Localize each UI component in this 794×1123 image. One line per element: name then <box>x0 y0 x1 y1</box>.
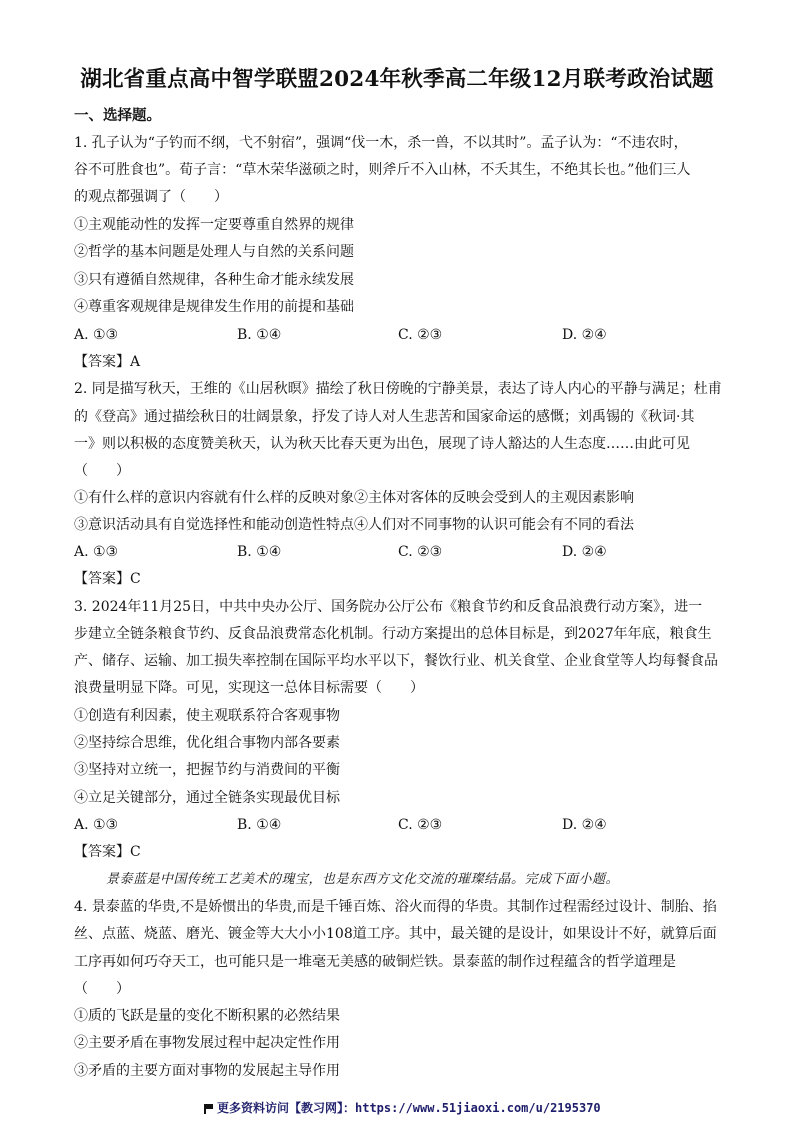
q3-option-c: C. ②③ <box>398 817 443 833</box>
page-title: 湖北省重点高中智学联盟2024年秋季高二年级12月联考政治试题 <box>80 67 714 92</box>
q4-choice-2: ②主要矛盾在事物发展过程中起决定性作用 <box>74 1035 340 1051</box>
q3-answer: 【答案】C <box>74 844 141 860</box>
q3-choice-2: ②坚持综合思维，优化组合事物内部各要素 <box>74 735 340 751</box>
q1-answer: 【答案】A <box>74 354 141 370</box>
q4-line-1: 4. 景泰蓝的华贵,不是娇惯出的华贵,而是千锤百炼、浴火而得的华贵。其制作过程需经过设计、制胎、掐 <box>74 899 717 915</box>
section-heading: 一、选择题。 <box>74 107 161 124</box>
q3-choice-1: ①创造有利因素，使主观联系符合客观事物 <box>74 708 340 724</box>
footer-text: 更多资料访问【教习网】：https://www.51jiaoxi.com/u/2195370 <box>217 1101 601 1115</box>
q1-choice-2: ②哲学的基本问题是处理人与自然的关系问题 <box>74 244 354 260</box>
q2-options <box>74 542 734 562</box>
q2-line-4: （ ） <box>74 463 130 479</box>
flag-icon <box>204 1104 213 1113</box>
q1-line-1: 1. 孔子认为“子钓而不纲，弋不射宿”，强调“伐一木，杀一兽，不以其时”。孟子认为：“不违农时， <box>74 135 688 151</box>
q1-line-2: 谷不可胜食也”。荀子言：“草木荣华滋硕之时，则斧斤不入山林，不夭其生，不绝其长也。”他们三人 <box>74 162 691 178</box>
q1-options <box>74 325 734 345</box>
q4-line-4: （ ） <box>74 981 130 997</box>
q3-option-d: D. ②④ <box>562 817 607 833</box>
q2-line-3: 一》则以积极的态度赞美秋天，认为秋天比春天更为出色，展现了诗人豁达的人生态度……由此可见 <box>74 436 690 452</box>
q2-choice-1: ①有什么样的意识内容就有什么样的反映对象②主体对客体的反映会受到人的主观因素影响 <box>74 490 634 506</box>
q3-line-3: 产、储存、运输、加工损失率控制在国际平均水平以下，餐饮行业、机关食堂、企业食堂等人均每餐食品 <box>74 653 718 669</box>
q1-option-a: A. ①③ <box>74 327 119 343</box>
q1-option-b: B. ①④ <box>237 327 282 343</box>
q3-line-1: 3. 2024年11月25日，中共中央办公厅、国务院办公厅公布《粮食节约和反食品浪费行动方案》，进一 <box>74 599 703 615</box>
q2-line-1: 2. 同是描写秋天，王维的《山居秋暝》描绘了秋日傍晚的宁静美景，表达了诗人内心的平静与满足；杜甫 <box>74 381 722 397</box>
q4-choice-3: ③矛盾的主要方面对事物的发展起主导作用 <box>74 1063 340 1079</box>
q2-option-a: A. ①③ <box>74 544 119 560</box>
q3-line-2: 步建立全链条粮食节约、反食品浪费常态化机制。行动方案提出的总体目标是，到2027年年底，粮食生 <box>74 626 712 642</box>
q2-option-b: B. ①④ <box>237 544 282 560</box>
q1-choice-4: ④尊重客观规律是规律发生作用的前提和基础 <box>74 299 354 315</box>
q3-options <box>74 815 734 835</box>
q3-choice-4: ④立足关键部分，通过全链条实现最优目标 <box>74 790 340 806</box>
q2-answer: 【答案】C <box>74 571 141 587</box>
footer-link[interactable] <box>204 1099 601 1116</box>
q3-option-b: B. ①④ <box>237 817 282 833</box>
q2-option-c: C. ②③ <box>398 544 443 560</box>
q4-line-3: 工序再如何巧夺天工，也可能只是一堆毫无美感的破铜烂铁。景泰蓝的制作过程蕴含的哲学道理是 <box>74 954 676 970</box>
q2-line-2: 的《登高》通过描绘秋日的壮阔景象，抒发了诗人对人生悲苦和国家命运的感慨；刘禹锡的《秋词·其 <box>74 409 695 425</box>
q2-choice-2: ③意识活动具有自觉选择性和能动创造性特点④人们对不同事物的认识可能会有不同的看法 <box>74 517 634 533</box>
q4-choice-1: ①质的飞跃是量的变化不断积累的必然结果 <box>74 1008 340 1024</box>
q1-choice-1: ①主观能动性的发挥一定要尊重自然界的规律 <box>74 217 354 233</box>
q3-choice-3: ③坚持对立统一，把握节约与消费间的平衡 <box>74 762 340 778</box>
q3-option-a: A. ①③ <box>74 817 119 833</box>
q4-line-2: 丝、点蓝、烧蓝、磨光、镀金等大大小小108道工序。其中，最关键的是设计，如果设计不好，就算后面 <box>74 926 717 942</box>
q2-option-d: D. ②④ <box>562 544 607 560</box>
q1-option-c: C. ②③ <box>398 327 443 343</box>
group-intro: 景泰蓝是中国传统工艺美术的瑰宝，也是东西方文化交流的璀璨结晶。完成下面小题。 <box>106 872 620 887</box>
q1-choice-3: ③只有遵循自然规律，各种生命才能永续发展 <box>74 272 354 288</box>
q1-line-3: 的观点都强调了（ ） <box>74 189 228 205</box>
q3-line-4: 浪费量明显下降。可见，实现这一总体目标需要（ ） <box>74 680 424 696</box>
q1-option-d: D. ②④ <box>562 327 607 343</box>
